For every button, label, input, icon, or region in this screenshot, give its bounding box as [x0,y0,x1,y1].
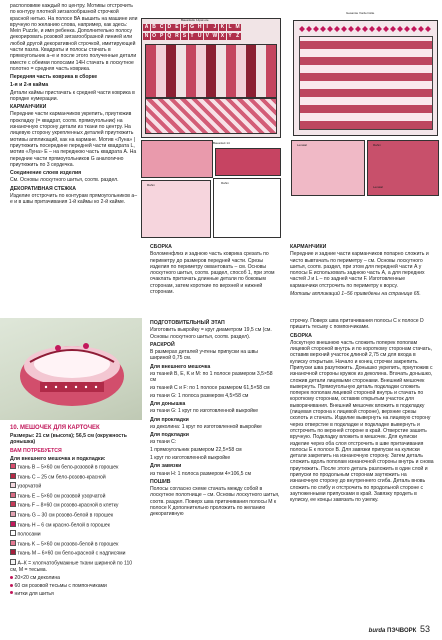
brand-logo: burda [368,628,386,634]
fabric-item: ткань H – 6 см красно-белой в горошек [10,521,138,529]
letter-glyph: L [228,24,232,30]
bag-assembly-text: Лоскутную внешнюю часть сложить поперек пополам лицевой стороной внутрь и по короткому сторонам стачать, оставив верхний участок длиной 2,75 см для входа в кулиску открытым. Начало и конец строчки закрепить. Припуски шва разутюжить. Донышко укрепить, приутюжив с изнаночной стороны кружок из деколина. Втачать донышко, сложив детали лицевыми сторонами. Внешний мешочек вывернуть. Прямоугольную деталь подкладки сложить поперек пополам лицевой стороной внутрь и стачать по короткому сторонам, оставив открытым участок для выворачивания. Внешний мешочек вложить в подкладку (лицевая сторона к лицевой стороне), верхние срезы сколоть и стачать. Изделие вывернуть на лицевую сторону через отверстие в подкладке и подкладке вывернуть и отстрочить по верхней стороне в край. Отверстие зашить вручную. Подкладку вложить в мешочек. Для кулиски изделие через оба слоя отстрочить в швe притачивания полосы Е к полосе B. Для завязки припуски на кулиски детали закрепить на изнаночную сторону. Затем деталь сложить вдоль пополам изнаночной стороны внутрь и снова приутюжить. После этого деталь разложить в один слой и припуски по продольным сторонам заутюжить на изнаночную сторону до внутреннего сгиба. Деталь вновь сложить по сгибу и отстрочить по продольной стороне с заутюженными припусками в край. Завязку продеть в кулиску, ее концы завязать по узелку. [290,339,434,504]
letter-glyph: F [182,24,186,30]
letter-glyph: P [160,33,164,39]
pocket-piece [213,178,281,238]
pockets-text: Передние части карманчиков укрепить, приутюжив прокладку (= квадрат, соотв. прямоугольник) на изнаночную сторону детали из ткани по центру. На лицевую сторону укрепленных деталей приутюжить мотивы аппликаций, как на кармане. Мотив «Луна» | приутюжить посередине передней части квадрата L, мотив «Луна» E – на переднюю часть квадрата А. На передние части прямоугольников G аналогично приутюжить по 3 сердечка. [10,111,137,168]
extra-item: 20×20 см деколина [10,575,138,581]
cutting-column [150,318,280,519]
letter-glyph: J [211,24,218,31]
page-number: 53 [419,624,430,634]
fabric-item: ткань F – 8×60 см розово-красной в клетку [10,501,138,509]
letter-row-2 [143,33,241,40]
heading-prep: ПОДГОТОВИТЕЛЬНЫЙ ЭТАП [150,320,225,326]
cut-item: из ткани G: 1 полоса размером 4,5×58 см [150,392,249,399]
assembly-text: Воломенфлиз и заднюю часть коврика срезать по периметру до размеров передней части. Срезы изделия по периметру оквантовать – см. Основы лоскутного шитья, соотв. раздел, способ 1, при этом очаклать притачать длинные детали по боковым сторонам, затем короткие по верхней и нижней сторонам. [150,251,275,295]
fabric-item: полосами [10,530,138,538]
assembly-bag-column [290,318,434,505]
border-text: Детали каймы пристачать к средней части коврика в порядке нумерации. [10,89,135,102]
letter-glyph: W [212,33,218,39]
letter-glyph: K [220,24,225,30]
heading-border: 1-я и 2-я кайма [10,82,49,89]
quilting-text: Изделие отстрочить по контурам прямоугольников а–е и в швы притачивания 1-й каймы ко 2-й кайме. [10,192,138,206]
letter-glyph: E [175,24,179,30]
sewing-text: Полосы согласно схеме стачать между собой в лоскутное полотнище – см. Основы лоскутного шитья, соотв. раздел. Поверх шва притачивания полосы М к полосе К дополнительно проложить по желанию декоративную [150,486,280,518]
fabric-item: ткань M – 6×60 см бело-красной с надписями [10,549,138,557]
heading-pockets-right: КАРМАНЧИКИ [290,244,327,250]
page-footer [369,624,430,634]
cut-item: из тканей C и F: по 1 полосе размером 61,5×58 см [150,384,270,391]
illus-label: Lenatal [373,185,383,189]
fabric-item: ткань B – 5×60 см бело-розовой в горошек [10,463,138,471]
cutting-text: В размерах деталей учтены припуски на швы шириной 0,75 см. [150,349,258,362]
illus-label: Bauanleitu 14pat ote [181,18,209,22]
letter-glyph: T [190,33,194,39]
illus-label: Rahm [147,183,156,187]
pocket-piece [141,180,211,238]
cut-item: 1 круг по изготовленной выкройке [150,455,231,462]
letter-glyph: X [220,33,225,39]
illus-label: Bauanleit 14 [213,141,230,145]
pockets-column [290,242,434,298]
heading-sewing: ПОШИВ [150,478,171,485]
intro-text: располовиве каждый по центру. Мотивы отстрочить по контуру плотной зигзагообразной строчкой красной нитью. На полосе ВА вышить на машине или вручную по желанию слова, например, как здесь: Mein Puzzle, и имя ребенка. Дополнительно полосу декорировать розовой зигзагообразной линией или любой другой декоративной строчкой, имитирующей части пазла. Квадраты и полосы стачать в прямоугольник а–е и после этого полученные детали вместе с обеими полосами 14Н стачать в лоскутное полотно = средняя часть коврика. [10,3,138,72]
fabric-item: А–К = хлопчатобумажные ткани шириной по 110 см, М = тесьма. [10,560,133,573]
letter-glyph: B [152,24,156,30]
letter-glyph: M [235,24,240,30]
heading-front-assembly: Передняя часть коврика в сборке [10,74,98,81]
cut-item: из ткани H: 1 полоса размером 4×106,5 см [150,470,251,477]
cut-item: из деколина: 1 круг по изготовленной выкройке [150,423,262,430]
letter-glyph: C [159,24,164,30]
cut-item: из ткани G: 1 круг по изготовленной выкройке [150,408,259,415]
fabric-item: ткань C – 25 см бело-розово-красной [10,473,138,481]
letter-glyph: V [205,33,209,39]
heading-tie: Для завязки [150,463,182,470]
heading-outer: Для внешнего мешочка и подкладки: [10,455,106,462]
illus-label: Gesamte Vordermitte [346,11,375,15]
letter-glyph: A [144,24,149,30]
letter-glyph: Y [228,33,232,39]
fabric-item: ткань K – 5×60 см розово-белой в горошек [10,540,138,548]
bag-image [0,318,142,420]
extra-item: нитки для шитья [10,591,138,597]
letter-glyph: R [175,33,179,39]
project-sizes: Размеры: 21 см (высота); 56,5 см (окружность донышка) [10,433,127,446]
heading-assembly: СБОРКА [150,244,172,250]
heading-layers: Соединение слоев изделия [10,170,82,177]
materials-column [10,424,138,599]
panel-grid [145,44,277,98]
project-title: 10. МЕШОЧЕК ДЛЯ КАРТОЧЕК [10,425,100,431]
heading-outer-bag: Для внешнего мешочка [150,363,211,370]
letter-glyph: H [197,24,202,30]
letter-glyph: G [190,24,194,30]
cut-item: из ткани C: [150,439,177,446]
extra-item: 60 см розовой тесьмы с помпончиками [10,583,138,589]
cut-item: из тканей B, E, K и M: по 1 полосе размером 3,5×58 см [150,370,273,384]
letter-glyph: Q [167,33,172,39]
illus-label: Lenatal [297,143,307,147]
fabric-item: ткань E – 5×60 см розовой узорчатой [10,492,138,500]
pattern-illustration [141,0,442,238]
letter-glyph: Z [236,33,240,39]
panel-lower [145,98,277,134]
letter-glyph: I [204,24,211,31]
pocket-piece [141,140,213,178]
illus-label: Rahm [221,181,230,185]
pocket-piece [291,140,365,196]
letter-glyph: N [144,33,149,39]
illus-label: Rahm [373,143,382,147]
heading-bag-assembly: СБОРКА [290,332,312,339]
prep-text: Изготовить выкройку = круг диаметром 19,5 см (см. Основы лоскутного шитья, соотв. раздел). [150,327,272,340]
heading-interfacing: Для прокладки [150,416,189,423]
letter-glyph: S [182,33,187,39]
sewing-cont-text: строчку. Поверх шва притачивания полосы С к полосе D пришить тесьму с помпончиками. [290,318,424,331]
right-grid [299,36,433,130]
column-left-top [10,3,138,207]
heading-pockets: КАРМАНЧИКИ [10,104,47,111]
assembly-column [150,242,276,297]
fabric-item: ткань G – 30 см розово-белой в горошек [10,511,138,519]
pockets-right-text: Передние и задние части карманчиков попарно сложить и чисто вывтачать по периметру – см. Основы лоскутного шитья, соотв. раздел, при этом для передней части А у полосы Е использовать заднюю часть А, а для передних частей J и L – по задней части F. Изготовленные карманчики отстрочить по периметру к ворсу. [290,251,429,289]
section-name: ПЭЧВОРК [387,628,417,634]
heart-row [299,26,431,32]
letter-row-1 [143,24,241,31]
layers-text: См. Основы лоскутного шитья, соотв. раздел. [10,177,119,184]
fabric-item: узорчатой [10,482,138,490]
heading-lining: Для подкладки [150,432,189,439]
applique-note: Мотивы аппликаций 1–56 приведены на странице 65. [290,290,421,297]
letter-glyph: U [197,33,202,39]
bag-photo [0,318,142,420]
letter-glyph: O [152,33,157,39]
heading-you-need: ВАМ ПОТРЕБУЕТСЯ [10,447,62,454]
cut-item: 1 прямоугольник размером 22,5×58 см [150,447,242,454]
letter-glyph: D [167,24,172,30]
heading-quilting: ДЕКОРАТИВНАЯ СТЕЖКА [10,185,76,192]
heading-bottom: Для донышка [150,401,186,408]
heading-cutting: РАСКРОЙ [150,341,175,348]
pocket-piece [215,148,281,176]
